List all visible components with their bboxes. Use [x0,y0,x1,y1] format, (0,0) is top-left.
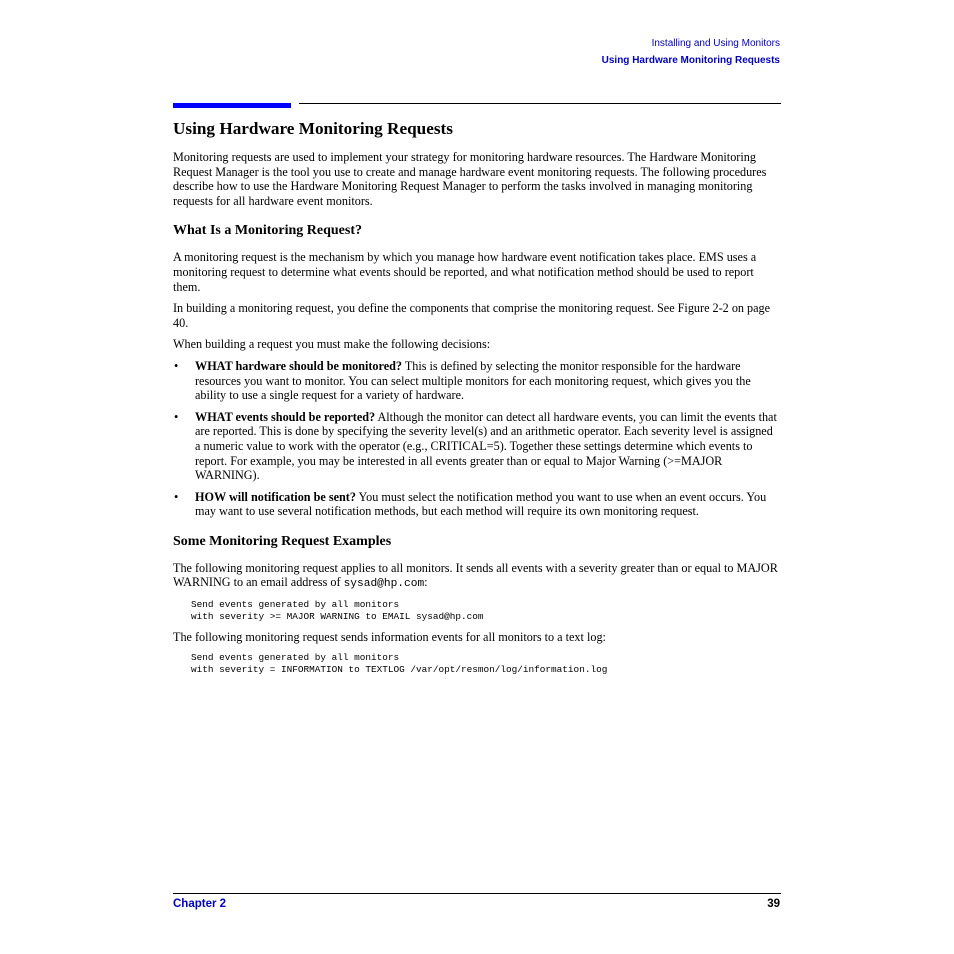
footer-chapter: Chapter 2 [173,898,227,910]
examples-paragraph-1-end: : [424,575,428,590]
footer-rule [173,893,781,894]
bullet-icon: • [174,489,179,504]
heading-what-is: What Is a Monitoring Request? [173,223,363,239]
heading-examples: Some Monitoring Request Examples [173,533,392,549]
list-item-text: Although the monitor can detect all hardware events, you can limit the events that are reported. This is done by specifying the severity level(s) and an arithmetic operator. Each severity level is assigned a numeric value to work with the operator (e.g., CRITICAL=5). Together these settings determine which events to report. For example, you may be interested in all events greater than or equal to Major Warning (>=MAJOR WARNING). [195,409,777,483]
list-item-lead: WHAT hardware should be monitored? [195,358,402,373]
header-rule [299,103,781,104]
accent-rule [173,103,291,108]
list-item-lead: WHAT events should be reported? [195,409,376,424]
list-item-text: This is defined by selecting the monitor responsible for the hardware resources you want to monitor. You can select multiple monitors for each monitoring request, which gives you the ability to use a single request for a variety of hardware. [195,358,751,403]
list-item-text: You must select the notification method you want to use when an event occurs. You may want to use several notification methods, but each method will require its own monitoring request. [195,489,767,519]
what-is-paragraph-1: A monitoring request is the mechanism by which you manage how hardware event notification takes place. EMS uses a monitoring request to determine what events should be reported, and what notification method should be used to report them. [173,250,757,294]
list-item-lead: HOW will notification be sent? [195,489,356,504]
examples-paragraph-1-text: The following monitoring request applies to all monitors. It sends all events with a severity greater than or equal to MAJOR WARNING to an email address of [173,560,778,590]
examples-paragraph-1 [173,561,781,592]
bullet-icon: • [174,409,179,424]
examples-paragraph-2: The following monitoring request sends information events for all monitors to a text log: [173,630,606,645]
page-number: 39 [767,898,780,910]
list-item [173,410,781,483]
what-is-paragraph-2: In building a monitoring request, you define the components that comprise the monitoring request. See Figure 2-2 on page 40. [173,301,771,330]
bullet-icon: • [174,358,179,373]
section-title: Using Hardware Monitoring Requests [173,119,453,138]
code-example-1: Send events generated by all monitors with severity >= MAJOR WARNING to EMAIL sysad@hp.com [191,599,484,623]
running-header-section: Using Hardware Monitoring Requests [601,55,780,66]
main-content [173,118,781,683]
list-item [173,359,781,403]
list-item [173,490,781,519]
what-is-paragraph-3: When building a request you must make the following decisions: [173,337,491,352]
code-example-2: Send events generated by all monitors with severity = INFORMATION to TEXTLOG /var/opt/resmon/log/information.log [191,652,608,676]
intro-paragraph: Monitoring requests are used to implement your strategy for monitoring hardware resources. The Hardware Monitoring Request Manager is the tool you use to create and manage hardware event monitoring requests. The following procedures describe how to use the Hardware Monitoring Request Manager to perform the tasks involved in managing monitoring requests for all hardware event monitors. [173,150,767,208]
running-header-chapter: Installing and Using Monitors [651,38,780,49]
decision-list [173,359,781,519]
email-address: sysad@hp.com [343,578,425,591]
